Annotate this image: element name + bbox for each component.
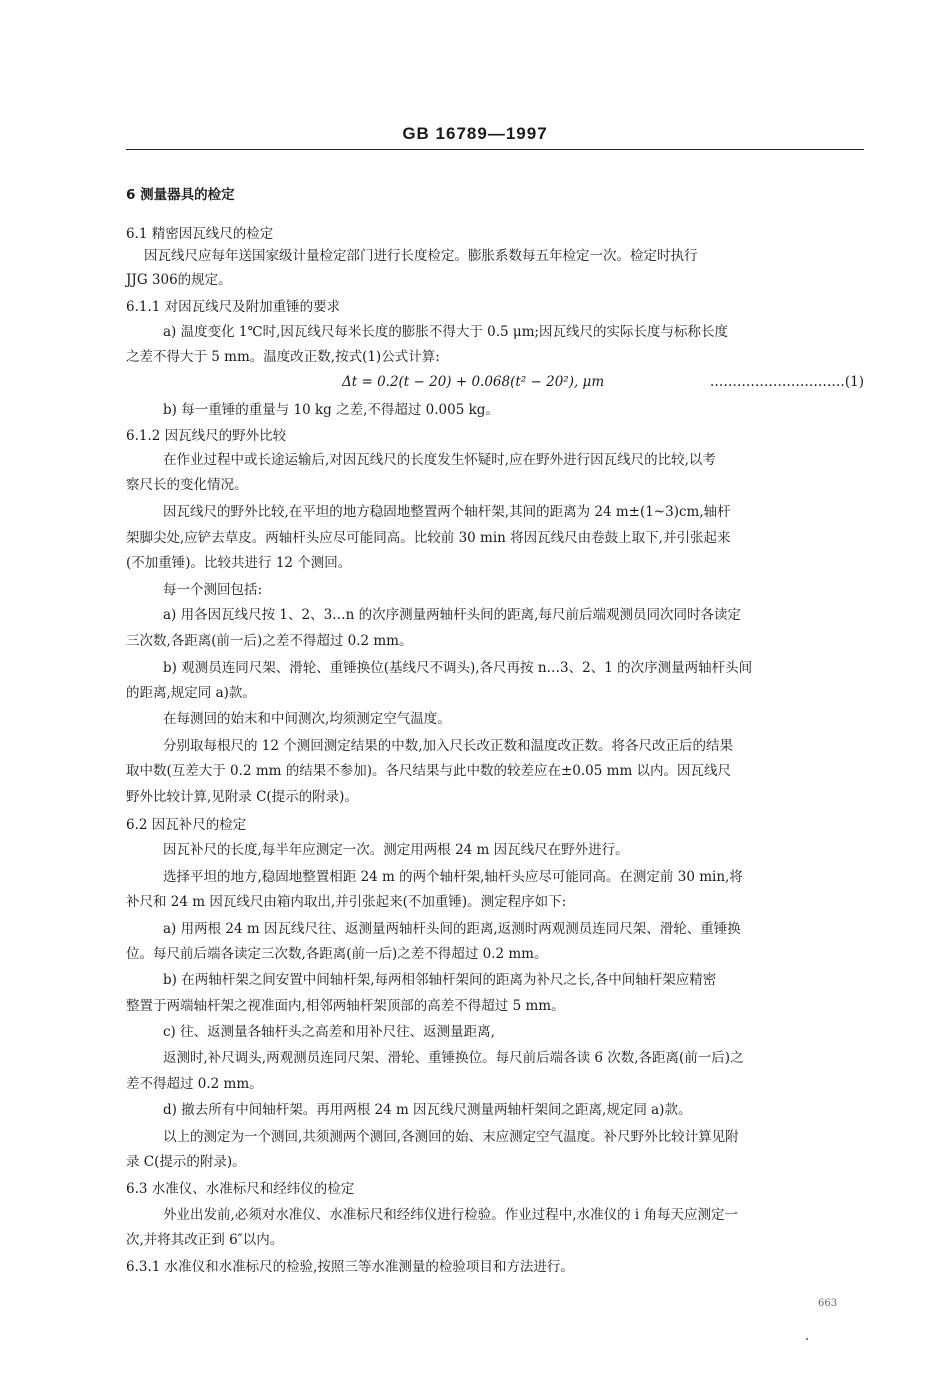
scan-speck bbox=[806, 1338, 808, 1340]
paragraph-line: 因瓦线尺应每年送国家级计量检定部门进行长度检定。膨胀系数每五年检定一次。检定时执行 bbox=[144, 248, 698, 264]
header-rule bbox=[126, 149, 864, 150]
paragraph-line: 的距离,规定同 a)款。 bbox=[126, 685, 256, 701]
paragraph-line: b) 每一重锤的重量与 10 kg 之差,不得超过 0.005 kg。 bbox=[163, 402, 499, 418]
subsection-heading: 6.2 因瓦补尺的检定 bbox=[126, 817, 247, 833]
page-number: 663 bbox=[818, 1298, 838, 1309]
paragraph-line: 整置于两端轴杆架之视准面内,相邻两轴杆架顶部的高差不得超过 5 mm。 bbox=[126, 998, 565, 1014]
paragraph-line: 架脚尖处,应铲去草皮。两轴杆头应尽可能同高。比较前 30 min 将因瓦线尺由卷鼓上取下,并引张起来 bbox=[126, 530, 731, 546]
paragraph-line: 察尺长的变化情况。 bbox=[126, 477, 248, 493]
paragraph-line: 录 C(提示的附录)。 bbox=[126, 1154, 246, 1170]
paragraph-line: 以上的测定为一个测回,共须测两个测回,各测回的始、末应测定空气温度。补尺野外比较计算见附 bbox=[163, 1129, 739, 1145]
formula-label: …………………………(1) bbox=[709, 374, 864, 390]
subsection-heading: 6.3 水准仪、水准标尺和经纬仪的检定 bbox=[126, 1181, 355, 1197]
paragraph-line: JJG 306的规定。 bbox=[126, 272, 232, 288]
paragraph-line: 每一个测回包括: bbox=[163, 582, 263, 598]
formula-expression: Δt = 0.2(t − 20) + 0.068(t² − 20²), μm bbox=[342, 374, 605, 390]
subsection-heading: 6.1.2 因瓦线尺的野外比较 bbox=[126, 428, 287, 444]
paragraph-line: a) 用各因瓦线尺按 1、2、3…n 的次序测量两轴杆头间的距离,每尺前后端观测员同次同时各读定 bbox=[163, 607, 741, 623]
paragraph-line: 分别取每根尺的 12 个测回测定结果的中数,加入尺长改正数和温度改正数。将各尺改正后的结果 bbox=[163, 738, 734, 754]
paragraph-line: 位。每尺前后端各读定三次数,各距离(前一后)之差不得超过 0.2 mm。 bbox=[126, 946, 548, 962]
paragraph-line: b) 在两轴杆架之间安置中间轴杆架,每两相邻轴杆架间的距离为补尺之长,各中间轴杆架应精密 bbox=[163, 972, 717, 988]
paragraph-line: 因瓦补尺的长度,每半年应测定一次。测定用两根 24 m 因瓦线尺在野外进行。 bbox=[163, 842, 629, 858]
paragraph-line: 三次数,各距离(前一后)之差不得超过 0.2 mm。 bbox=[126, 633, 413, 649]
paragraph-line: 补尺和 24 m 因瓦线尺由箱内取出,并引张起来(不加重锤)。测定程序如下: bbox=[126, 894, 567, 910]
paragraph-line: 因瓦线尺的野外比较,在平坦的地方稳固地整置两个轴杆架,其间的距离为 24 m±(1~3)cm,轴杆 bbox=[163, 504, 731, 520]
subsection-heading: 6.1.1 对因瓦线尺及附加重锤的要求 bbox=[126, 299, 341, 315]
subsection-heading: 6.1 精密因瓦线尺的检定 bbox=[126, 226, 274, 242]
paragraph-line: 之差不得大于 5 mm。温度改正数,按式(1)公式计算: bbox=[126, 349, 440, 365]
paragraph-line: 选择平坦的地方,稳固地整置相距 24 m 的两个轴杆架,轴杆头应尽可能同高。在测定前 30 min,将 bbox=[163, 869, 743, 885]
paragraph-line: a) 温度变化 1℃时,因瓦线尺每米长度的膨胀不得大于 0.5 μm;因瓦线尺的实际长度与标称长度 bbox=[163, 324, 729, 340]
section-heading: 6 测量器具的检定 bbox=[126, 187, 235, 203]
paragraph-line: (不加重锤)。比较共进行 12 个测回。 bbox=[126, 555, 352, 571]
subsection-heading: 6.3.1 水准仪和水准标尺的检验,按照三等水准测量的检验项目和方法进行。 bbox=[126, 1259, 574, 1275]
paragraph-line: 外业出发前,必须对水准仪、水准标尺和经纬仪进行检验。作业过程中,水准仪的 i 角每天应测定一 bbox=[163, 1207, 738, 1223]
paragraph-line: 在每测回的始末和中间测次,均须测定空气温度。 bbox=[163, 711, 451, 727]
paragraph-line: b) 观测员连同尺架、滑轮、重锤换位(基线尺不调头),各尺再按 n…3、2、1 的次序测量两轴杆头间 bbox=[163, 660, 753, 676]
standard-header: GB 16789—1997 bbox=[402, 124, 548, 143]
paragraph-line: 取中数(互差大于 0.2 mm 的结果不参加)。各尺结果与此中数的较差应在±0.05 mm 以内。因瓦线尺 bbox=[126, 763, 732, 779]
paragraph-line: 在作业过程中或长途运输后,对因瓦线尺的长度发生怀疑时,应在野外进行因瓦线尺的比较,以考 bbox=[163, 452, 716, 468]
paragraph-line: 返测时,补尺调头,两观测员连同尺架、滑轮、重锤换位。每尺前后端各读 6 次数,各距离(前一后)之 bbox=[163, 1050, 744, 1066]
paragraph-line: d) 撤去所有中间轴杆架。再用两根 24 m 因瓦线尺测量两轴杆架间之距离,规定同 a)款。 bbox=[163, 1102, 692, 1118]
paragraph-line: c) 往、返测量各轴杆头之高差和用补尺往、返测量距离, bbox=[163, 1024, 495, 1040]
paragraph-line: 次,并将其改正到 6″以内。 bbox=[126, 1232, 284, 1248]
paragraph-line: 差不得超过 0.2 mm。 bbox=[126, 1076, 263, 1092]
paragraph-line: a) 用两根 24 m 因瓦线尺往、返测量两轴杆头间的距离,返测时两观测员连同尺架、滑轮、重锤换 bbox=[163, 921, 741, 937]
paragraph-line: 野外比较计算,见附录 C(提示的附录)。 bbox=[126, 789, 358, 805]
